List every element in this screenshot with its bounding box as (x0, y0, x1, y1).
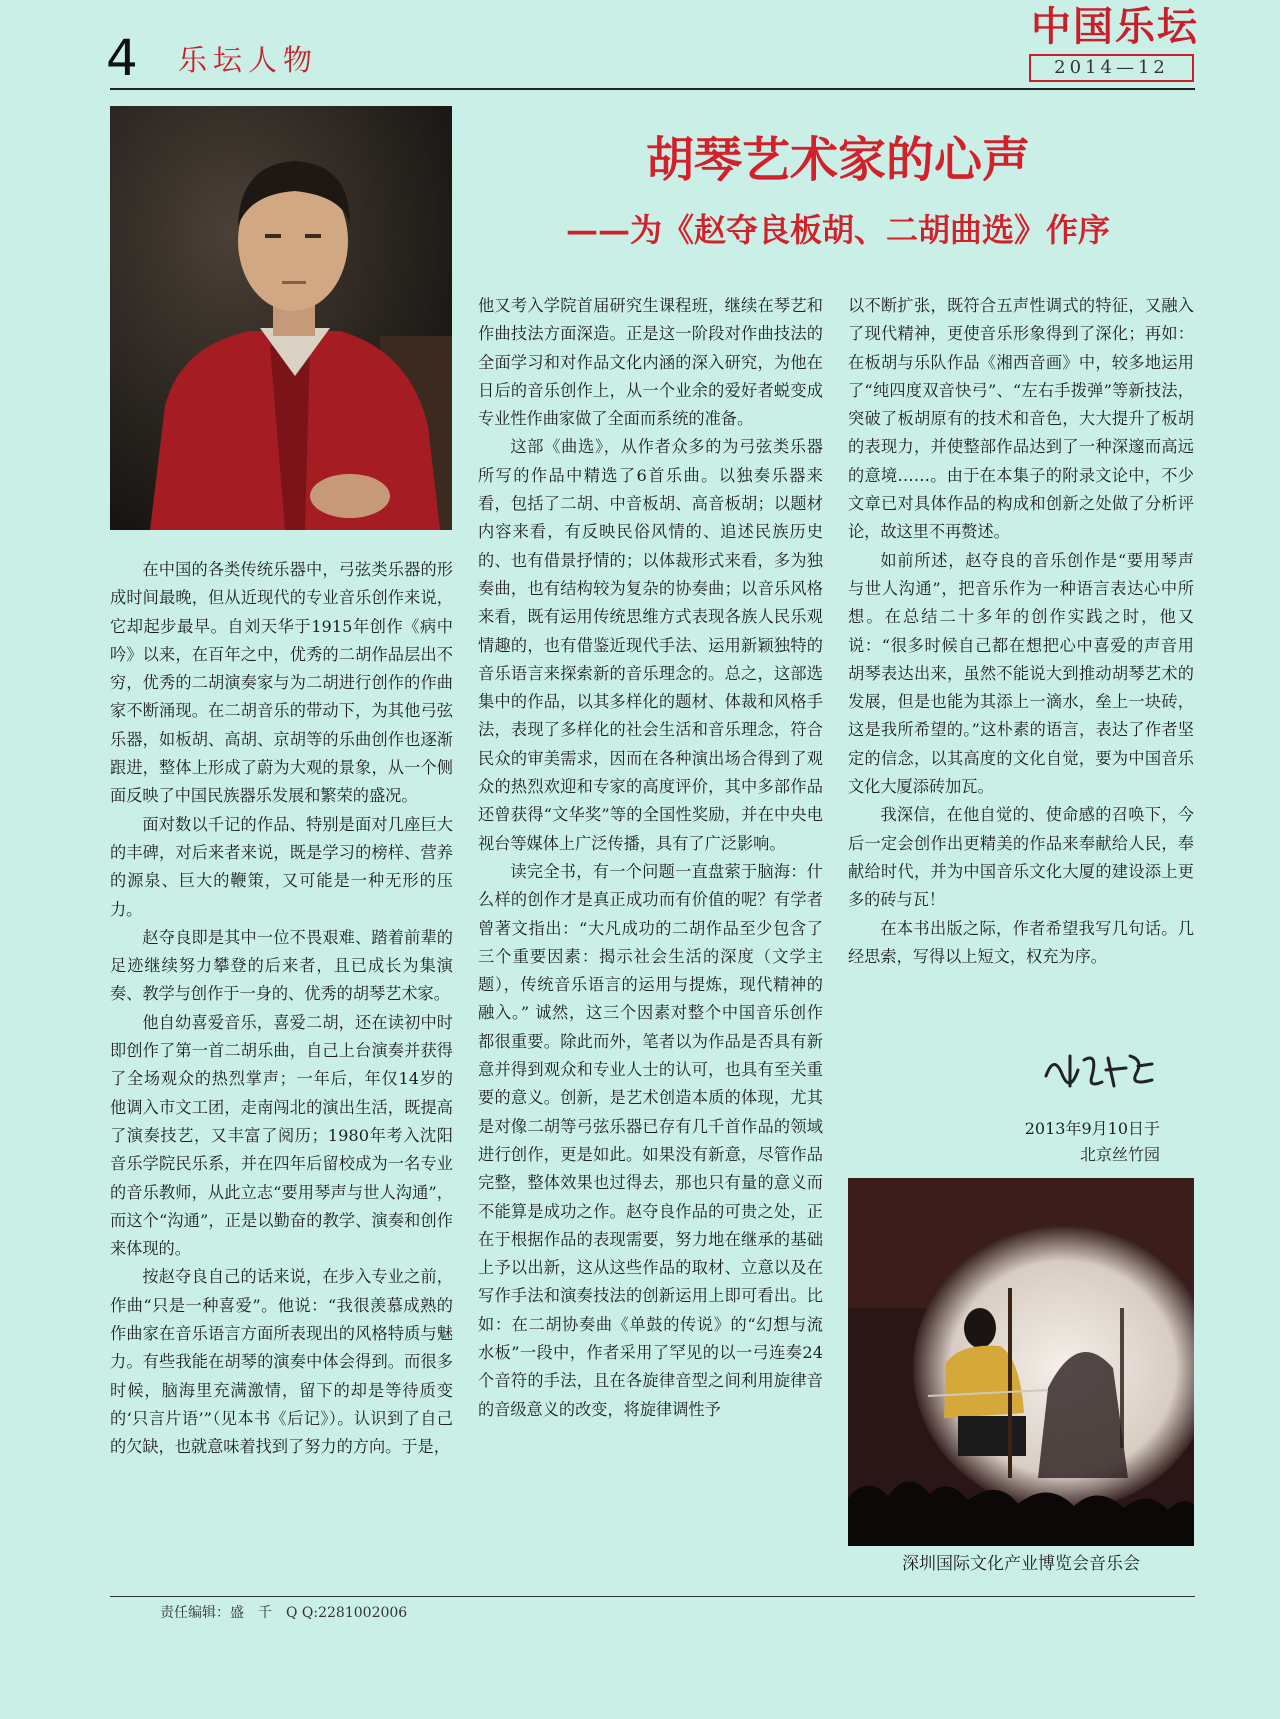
author-signature (1040, 1046, 1160, 1094)
paragraph: 他自幼喜爱音乐，喜爱二胡，还在读初中时即创作了第一首二胡乐曲，自己上台演奏并获得了全场观众的热烈掌声；一年后，年仅14岁的他调入市文工团，走南闯北的演出生活，既提高了演奏技艺，又丰富了阅历；1980年考入沈阳音乐学院民乐系，并在四年后留校成为一名专业的音乐教师，从此立志“要用琴声与世人沟通”，而这个“沟通”，正是以勤奋的教学、演奏和创作来体现的。 (110, 1012, 453, 1259)
photo-caption: 深圳国际文化产业博览会音乐会 (902, 1554, 1140, 1574)
paragraph: 如前所述，赵夺良的音乐创作是“要用琴声与世人沟通”，把音乐作为一种语言表达心中所想。在总结二十多年的创作实践之时，他又说：“很多时候自己都在想把心中喜爱的声音用胡琴表达出来，虽然不能说大到推动胡琴艺术的发展，但是也能为其添上一滴水，垒上一块砖，这是我所希望的。”这朴素的语言，表达了作者坚定的信念，以其高度的文化自觉，要为中国音乐文化大厦添砖加瓦。 (848, 550, 1194, 797)
footer-rule (110, 1596, 1195, 1597)
paragraph: 这部《曲选》，从作者众多的为弓弦类乐器所写的作品中精选了6首乐曲。以独奏乐器来看，包括了二胡、中音板胡、高音板胡；以题材内容来看，有反映民俗风情的、追述民族历史的、也有借景抒情的；以体裁形式来看，多为独奏曲，也有结构较为复杂的协奏曲；以音乐风格来看，既有运用传统思维方式表现各族人民乐观情趣的，也有借鉴近现代手法、运用新颖独特的音乐语言来探索新的音乐理念的。总之，这部选集中的作品，以其多样化的题材、体裁和风格手法，表现了多样化的社会生活和音乐理念，符合民众的审美需求，因而在各种演出场合得到了观众的热烈欢迎和专家的高度评价，其中多部作品还曾获得“文华奖”等的全国性奖励，并在中央电视台等媒体上广泛传播，具有了广泛影响。 (478, 437, 823, 853)
place-line: 北京丝竹园 (1079, 1145, 1160, 1164)
performance-photo (848, 1178, 1194, 1546)
paragraph: 面对数以千记的作品、特别是面对几座巨大的丰碑，对后来者来说，既是学习的榜样、营养的源泉、巨大的鞭策，又可能是一种无形的压力。 (110, 814, 453, 919)
paragraph: 我深信，在他自觉的、使命感的召唤下，今后一定会创作出更精美的作品来奉献给人民，奉献给时代，并为中国音乐文化大厦的建设添上更多的砖与瓦！ (848, 805, 1194, 910)
magazine-logo: 中国乐坛 (1031, 3, 1199, 50)
column-2 (478, 292, 823, 1582)
article-subtitle: ——为《赵夺良板胡、二胡曲选》作序 (565, 211, 1110, 249)
date-line: 2013年9月10日于 (1024, 1119, 1160, 1138)
column-3 (848, 292, 1194, 1032)
paragraph: 读完全书，有一个问题一直盘萦于脑海：什么样的创作才是真正成功而有价值的呢？有学者曾著文指出：“大凡成功的二胡作品至少包含了三个重要因素：揭示社会生活的深度（文学主题），传统音乐语言的运用与提炼，现代精神的融入。” 诚然，这三个因素对整个中国音乐创作都很重要。除此而外，笔者以为作品是否具有新意并得到观众和专业人士的认可，也具有至关重要的意义。创新，是艺术创造本质的体现，尤其是对像二胡等弓弦乐器已存有几千首作品的领域进行创作，更是如此。如果没有新意，尽管作品完整，整体效果也过得去，那也只有量的意义而不能算是成功之作。赵夺良作品的可贵之处，正在于根据作品的表现需要，努力地在继承的基础上予以出新，这从这些作品的取材、立意以及在写作手法和演奏技法的创新运用上即可看出。比如：在二胡协奏曲《单鼓的传说》的“幻想与流水板”一段中，作者采用了罕见的以一弓连奏24个音符的手法，且在各旋律音型之间利用旋律音的音级意义的改变，将旋律调性予 (478, 861, 823, 1419)
paragraph: 在中国的各类传统乐器中，弓弦类乐器的形成时间最晚，但从近现代的专业音乐创作来说，它却起步最早。自刘天华于1915年创作《病中吟》以来，在百年之中，优秀的二胡作品层出不穷，优秀的二胡演奏家与为二胡进行创作的作曲家不断涌现。在二胡音乐的带动下，为其他弓弦乐器，如板胡、高胡、京胡等的乐曲创作也逐渐跟进，整体上形成了蔚为大观的景象，从一个侧面反映了中国民族器乐发展和繁荣的盛况。 (110, 560, 453, 806)
section-title: 乐坛人物 (178, 43, 319, 77)
paragraph: 赵夺良即是其中一位不畏艰难、踏着前辈的足迹继续努力攀登的后来者，且已成长为集演奏、教学与创作于一身的、优秀的胡琴艺术家。 (110, 927, 453, 1004)
article-title: 胡琴艺术家的心声 (645, 132, 1030, 188)
issue-label: 2014—12 (1029, 54, 1194, 82)
paragraph: 以不断扩张，既符合五声性调式的特征，又融入了现代精神，更使音乐形象得到了深化；再如：在板胡与乐队作品《湘西音画》中，较多地运用了“纯四度双音快弓”、“左右手拨弹”等新技法，突破了板胡原有的技术和音色，大大提升了板胡的表现力，并使整部作品达到了一种深邃而高远的意境……。由于在本集子的附录文论中，不少文章已对具体作品的构成和创新之处做了分析评论，故这里不再赘述。 (848, 296, 1194, 542)
editor-credit: 责任编辑：盛 千 Q Q:2281002006 (160, 1605, 408, 1621)
column-1 (110, 556, 453, 1581)
portrait-photo (110, 106, 452, 530)
paragraph: 他又考入学院首届研究生课程班，继续在琴艺和作曲技法方面深造。正是这一阶段对作曲技法的全面学习和对作品文化内涵的深入研究，为他在日后的音乐创作上，从一个业余的爱好者蜕变成专业性作曲家做了全面而系统的准备。 (478, 296, 823, 429)
paragraph: 按赵夺良自己的话来说，在步入专业之前，作曲“只是一种喜爱”。他说：“我很羡慕成熟的作曲家在音乐语言方面所表现出的风格特质与魅力。有些我能在胡琴的演奏中体会得到。而很多时候，脑海里充满激情，留下的却是等待质变的‘只言片语’”（见本书《后记》）。认识到了自己的欠缺，也就意味着找到了努力的方向。于是， (110, 1267, 453, 1457)
page-number: 4 (106, 29, 138, 87)
header-rule (110, 88, 1195, 90)
paragraph: 在本书出版之际，作者希望我写几句话。几经思索，写得以上短文，权充为序。 (848, 918, 1194, 966)
